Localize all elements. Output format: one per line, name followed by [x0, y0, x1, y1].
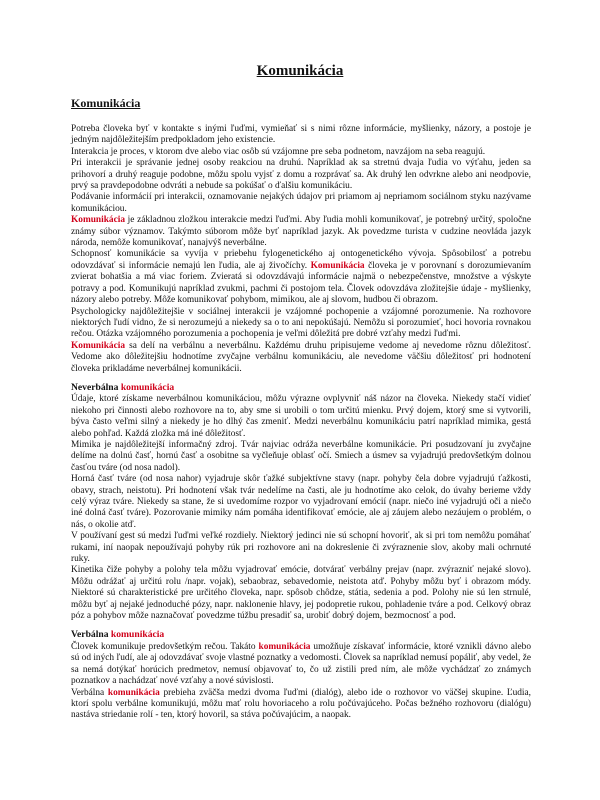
- paragraph: [71, 215, 531, 249]
- section-heading-label: Neverbálna: [71, 381, 121, 393]
- paragraph: [71, 688, 531, 722]
- paragraph: [71, 341, 531, 375]
- paragraph: [71, 158, 531, 192]
- paragraph: [71, 531, 531, 565]
- keyword-highlight: komunikácia: [107, 687, 160, 698]
- section-heading-keyword: komunikácia: [110, 629, 165, 641]
- section-heading: [71, 629, 531, 640]
- paragraph-text: prebieha zväčša medzi dvoma ľuďmi (dialóg), alebo ide o rozhovor vo väčšej skupine. Ľudia, ktorí spolu verbálne komunikujú, môžu mať rolu hovoriaceho a rolu počúvajúceho. Počas bežného rozhovoru (dialógu) nastáva striedanie rolí - ten, ktorý hovoril, sa stáva počúvajúcim, a naopak.: [71, 687, 531, 721]
- paragraph-text: človeka je v porovnaní s dorozumievaním zvierat bohatšia a má viac foriem. Zvieratá si odovzdávajú informácie najmä o nebezpečenstve, množstve a výskyte potravy a pod. Komunikujú napríklad zvukmi, pachmi či postojom tela. Človek odovzdáva zložitejšie údaje - myšlienky, názory alebo potreby. Môže komunikovať pohybom, mimikou, ale aj slovom, hudbou či obrazom.: [71, 260, 531, 306]
- keyword-highlight: Komunikácia: [71, 215, 125, 226]
- section-subtitle: Komunikácia: [71, 96, 141, 110]
- keyword-highlight: Komunikácia: [310, 260, 365, 271]
- paragraph-text: Schopnosť komunikácie sa vyvíja v priebehu fylogenetického aj ontogenetického vývoja. Spôsobilosť a potrebu odovzdávať si informácie nemajú len ľudia, ale aj živočíchy.: [71, 249, 531, 271]
- paragraph: [71, 474, 531, 531]
- paragraph-text: Údaje, ktoré získame neverbálnou komunikáciou, môžu výrazne ovplyvniť náš názor na človeka. Niekedy stačí vidieť niekoho pri činnosti alebo rozhovore na to, aby sme si urobili o tom určitú mienku. Prvý dojem, ktorý sme si vytvorili, býva často veľmi silný a niekedy je ho dlhý čas zmeniť. Medzi neverbálnu komunikáciu patrí napríklad mimika, gestá alebo pohľad. Každá zložka má iné dôležitosť.: [71, 394, 531, 439]
- paragraph-text: Pri interakcii je správanie jednej osoby reakciou na druhú. Napríklad ak sa stretnú dvaja ľudia vo výťahu, jeden sa prihovorí a druhý reaguje podobne, môžu spolu vyjsť z domu a rozprávať sa. Ak druhý len odvrkne alebo ani neodpovie, prvý sa pravdepodobne odvráti a nebude sa pokúšať o ďalšiu komunikáciu.: [71, 158, 531, 192]
- paragraph-text: Podávanie informácií pri interakcii, oznamovanie nejakých údajov pri priamom aj nepriamom sociálnom styku nazývame komunikáciou.: [71, 192, 531, 214]
- paragraph-text: Potreba človeka byť v kontakte s inými ľuďmi, vymieňať si s nimi rôzne informácie, myšlienky, názory, a postoje je jedným najdôležitejším predpokladom jeho existencie.: [71, 124, 531, 146]
- paragraph-text: Mimika je najdôležitejší informačný zdroj. Tvár najviac odráža neverbálne komunikácie. Pri posudzovaní ju zvyčajne delíme na dolnú časť, hornú časť a osobitne sa vyčleňuje oblasť očí. Smiech a úsmev sa vyjadrujú predovšetkým dolnou časťou tváre (od nosa nadol).: [71, 439, 531, 473]
- paragraph-text: Človek komunikuje predovšetkým rečou. Takáto: [71, 641, 259, 652]
- keyword-highlight: Komunikácia: [71, 340, 125, 351]
- paragraph: [71, 642, 531, 688]
- paragraph-text: Interakcia je proces, v ktorom dve alebo viac osôb sú vzájomne pre seba podnetom, navzájom na seba reagujú.: [71, 146, 486, 157]
- paragraph-text: Verbálna: [71, 687, 108, 698]
- paragraph: [71, 249, 531, 306]
- page-title: Komunikácia: [256, 63, 344, 79]
- paragraph-text: umožňuje získavať informácie, ktoré vznikli dávno alebo sú od iných ľudí, ale aj odovzdávať svoje vlastné poznatky a vedomosti. Človek sa napríklad nemusí popáliť, aby vedel, že sa nemá dotýkať horúcich predmetov, nemusí objavovať to, čo už zistili pred ním, ale môže vychádzať zo známych poznatkov a nachádzať nové vzťahy a nové súvislosti.: [71, 641, 532, 687]
- paragraph-text: Psychologicky najdôležitejšie v sociálnej interakcii je vzájomné pochopenie a vzájomné porozumenie. Na rozhovore niektorých ľudí vidno, že si nerozumejú a niekedy sa o to ani nepokúšajú. Nemôžu si porozumieť, hoci hovoria rovnakou rečou. Otázka vzájomného porozumenia a pochopenia je veľmi dôležitá pre dobré vzťahy medzi ľuďmi.: [71, 306, 531, 340]
- document-body: [71, 124, 531, 722]
- paragraph-text: V používaní gest sú medzi ľuďmi veľké rozdiely. Niektorý jedinci nie sú schopní hovoriť, ak si pri tom nemôžu pomáhať rukami, iní naopak nepoužívajú pohyby rúk pri rozhovore ani na dokreslenie či zvýraznenie slov, akoby mali ochrnuté ruky.: [71, 531, 531, 565]
- paragraph: [71, 192, 531, 215]
- section-heading: [71, 382, 531, 393]
- keyword-highlight: komunikácia: [258, 641, 311, 652]
- paragraph: [71, 394, 531, 440]
- paragraph: [71, 147, 531, 158]
- paragraph-text: sa delí na verbálnu a neverbálnu. Každému druhu pripisujeme vedome aj nevedome rôznu dôležitosť. Vedome ako dôležitejšiu hodnotíme zvyčajne verbálnu komunikáciu, ale nevedome väčšiu dôležitosť pri hodnotení človeka prikladáme neverbálnej komunikácii.: [71, 340, 531, 374]
- section-heading-label: Verbálna: [71, 629, 111, 641]
- paragraph-text: je základnou zložkou interakcie medzi ľuďmi. Aby ľudia mohli komunikovať, je potrebný určitý, spoločne známy súbor významov. Takýmto súborom môže byť napríklad jazyk. Ak povedzme turista v cudzine neovláda jazyk národa, nemôže komunikovať, nanajvýš neverbálne.: [71, 215, 531, 249]
- section-heading-keyword: komunikácia: [120, 381, 175, 393]
- paragraph: [71, 440, 531, 474]
- paragraph: [71, 565, 531, 622]
- paragraph-text: Kinetika čiže pohyby a polohy tela môžu vyjadrovať emócie, dotvárať verbálny prejav (napr. zvýrazniť nejaké slovo). Môžu odrážať aj určitú rolu /napr. vojak), sebaobraz, sebavedomie, neistota atď. Pohyby môžu byť i obrazom módy. Niektoré sú charakteristické pre určitého človeka, napr. spôsob chôdze, státia, sedenia a pod. Polohy nie sú len strnulé, môžu byť aj nejaké jednoduché pózy, napr. naklonenie hlavy, jej podopretie rukou, pohladenie tváre a pod. Celkový obraz póz a pohybov môže naznačovať povedzme túžbu presadiť sa, urobiť dobrý dojem, bezmocnosť a pod.: [71, 565, 531, 622]
- paragraph: [71, 307, 531, 341]
- paragraph-text: Horná časť tváre (od nosa nahor) vyjadruje skôr ťažké subjektívne stavy (napr. pohyby čela dobre vyjadrujú ťažkosti, obavy, strach, neistotu). Pri hodnotení však tvár nedelíme na časti, ale ju hodnotíme ako celok, do úvahy berieme vždy celý výraz tváre. Niekedy sa stane, že si uvedomíme rozpor vo vyjadrovaní emócií (napr. niečo iné vyjadrujú oči a niečo iné dolná časť tváre). Pozorovanie mimiky nám pomáha identifikovať emócie, ale aj záujem alebo nezáujem o problém, o nás, o okolie atď.: [71, 474, 531, 530]
- paragraph: [71, 124, 531, 147]
